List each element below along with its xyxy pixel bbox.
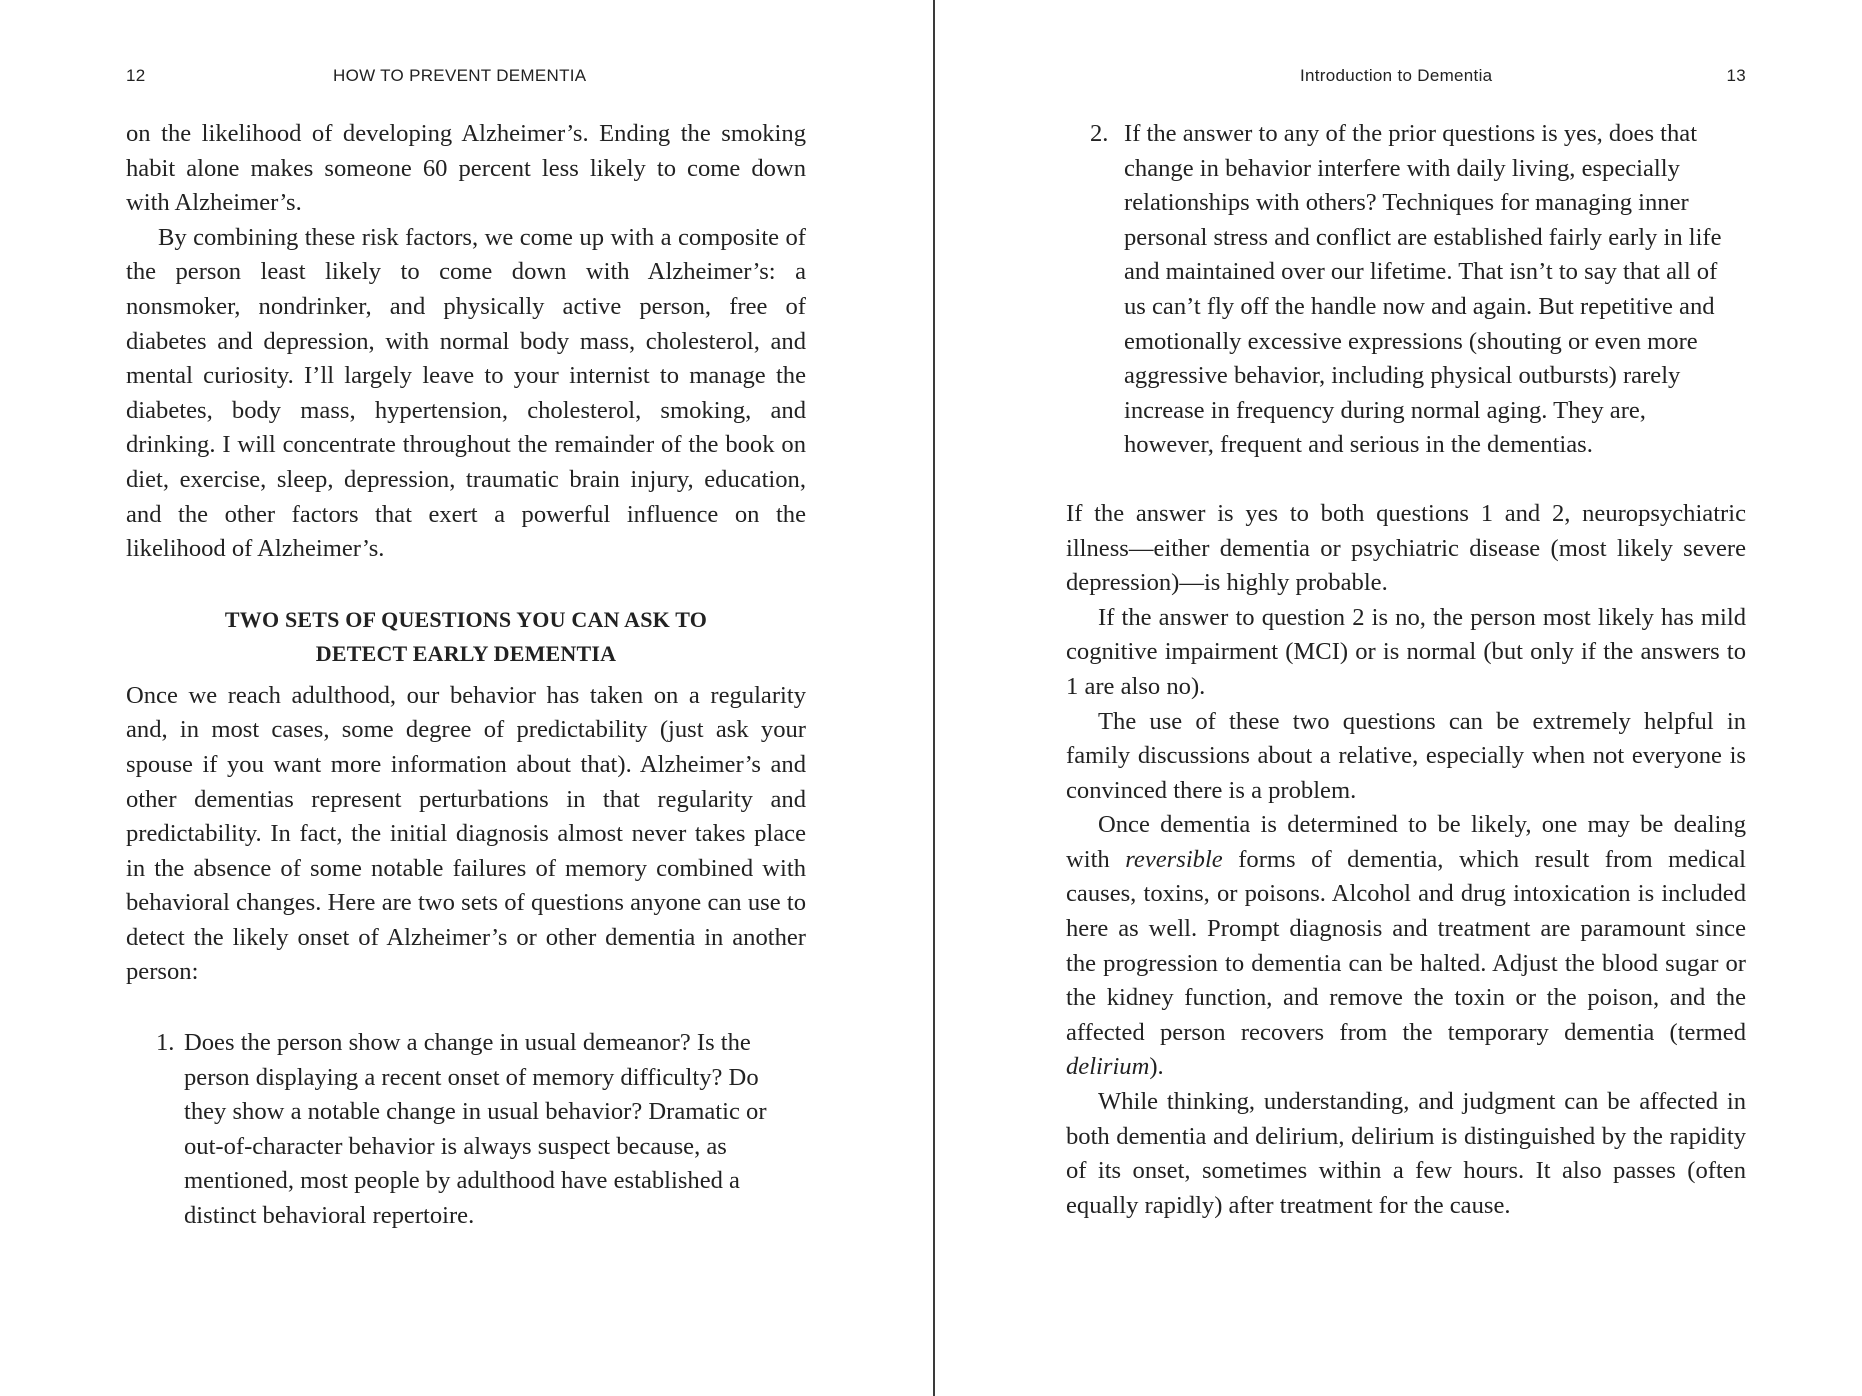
paragraph: The use of these two questions can be extremely helpful in family discussions about a relative, especially when not everyone is convinced there is a problem. xyxy=(1066,707,1746,804)
running-head-title: HOW TO PREVENT DEMENTIA xyxy=(333,66,587,85)
italic-term: reversible xyxy=(1125,845,1223,873)
paragraph-text: Once dementia is determined to be likely, one may be dealing with xyxy=(1066,811,1746,873)
list-number: 2. xyxy=(1090,120,1109,147)
page-number: 13 xyxy=(1726,66,1746,85)
left-page xyxy=(126,0,806,1396)
paragraph: If the answer to question 2 is no, the person most likely has mild cognitive impairment (MCI) or is normal (but only if the answers to 1 are also no). xyxy=(1066,603,1746,700)
paragraph xyxy=(1066,808,1746,1085)
section-heading-line: TWO SETS OF QUESTIONS YOU CAN ASK TO xyxy=(224,606,708,632)
list-item-text: Does the person show a change in usual demeanor? Is the person displaying a recent onset of memory difficulty? Do they show a notable change in usual behavior? Dramatic or out-of-character behavior is always suspect because, as mentioned, most people by adulthood have established a distinct behavioral repertoire. xyxy=(184,1029,767,1230)
paragraph: If the answer is yes to both questions 1 and 2, neuropsychiatric illness—either dementia or psychiatric disease (most likely severe depression)—is highly probable. xyxy=(1066,499,1746,597)
section-heading-line: DETECT EARLY DEMENTIA xyxy=(315,640,617,666)
paragraph: By combining these risk factors, we come up with a composite of the person least likely to come down with Alzheimer’s: a nonsmoker, nondrinker, and physically active person, free of diabetes and depression, with normal body mass, cholesterol, and mental curiosity. I’ll largely leave to your internist to manage the diabetes, body mass, hypertension, cholesterol, smoking, and drinking. I will concentrate throughout the remainder of the book on diet, exercise, sleep, depression, traumatic brain injury, education, and the other factors that exert a powerful influence on the likelihood of Alzheimer’s. xyxy=(126,223,806,563)
right-body-text xyxy=(1066,117,1746,1223)
paragraph: on the likelihood of developing Alzheimer’s. Ending the smoking habit alone makes someone 60 percent less likely to come down with Alzheimer’s. xyxy=(126,120,806,217)
section-heading xyxy=(126,603,806,671)
page-gutter-divider xyxy=(933,0,935,1396)
list-number: 1. xyxy=(156,1029,175,1057)
italic-term: delirium xyxy=(1066,1053,1150,1081)
paragraph: While thinking, understanding, and judgment can be affected in both dementia and delirium, delirium is distinguished by the rapidity of its onset, sometimes within a few hours. It also passes (often equally rapidly) after treatment for the cause. xyxy=(1066,1088,1746,1219)
running-head-title: Introduction to Dementia xyxy=(1300,66,1493,85)
right-running-head xyxy=(1066,66,1746,90)
paragraph-text: ). xyxy=(1149,1053,1164,1081)
right-page xyxy=(1066,0,1746,1396)
paragraph: Once we reach adulthood, our behavior has taken on a regularity and, in most cases, some degree of predictability (just ask your spouse if you want more information about that). Alzheimer’s and other dementias represent perturbations in that regularity and predictability. In fact, the initial diagnosis almost never takes place in the absence of some notable failures of memory combined with behavioral changes. Here are two sets of questions anyone can use to detect the likely onset of Alzheimer’s or other dementia in another person: xyxy=(126,681,806,986)
paragraph-text: forms of dementia, which result from medical causes, toxins, or poisons. Alcohol and drug intoxication is included here as well. Prompt diagnosis and treatment are paramount since the progression to dementia can be halted. Adjust the blood sugar or the kidney function, and remove the toxin or the poison, and the affected person recovers from the temporary dementia (termed xyxy=(1066,845,1746,1046)
list-item xyxy=(1066,117,1746,463)
list-item xyxy=(126,1026,806,1234)
question-list xyxy=(126,1026,806,1234)
section-heading-block xyxy=(126,603,806,671)
page-number: 12 xyxy=(126,66,146,85)
left-body-text xyxy=(126,117,806,1234)
question-list xyxy=(1066,117,1746,463)
left-running-head xyxy=(126,66,806,90)
list-item-text: If the answer to any of the prior questions is yes, does that change in behavior interfere with daily living, especially relationships with others? Techniques for managing inner personal stress and conflict are established fairly early in life and maintained over our lifetime. That isn’t to say that all of us can’t fly off the handle now and again. But repetitive and emotionally excessive expressions (shouting or even more aggressive behavior, including physical outbursts) rarely increase in frequency during normal aging. They are, however, frequent and serious in the dementias. xyxy=(1124,120,1722,459)
